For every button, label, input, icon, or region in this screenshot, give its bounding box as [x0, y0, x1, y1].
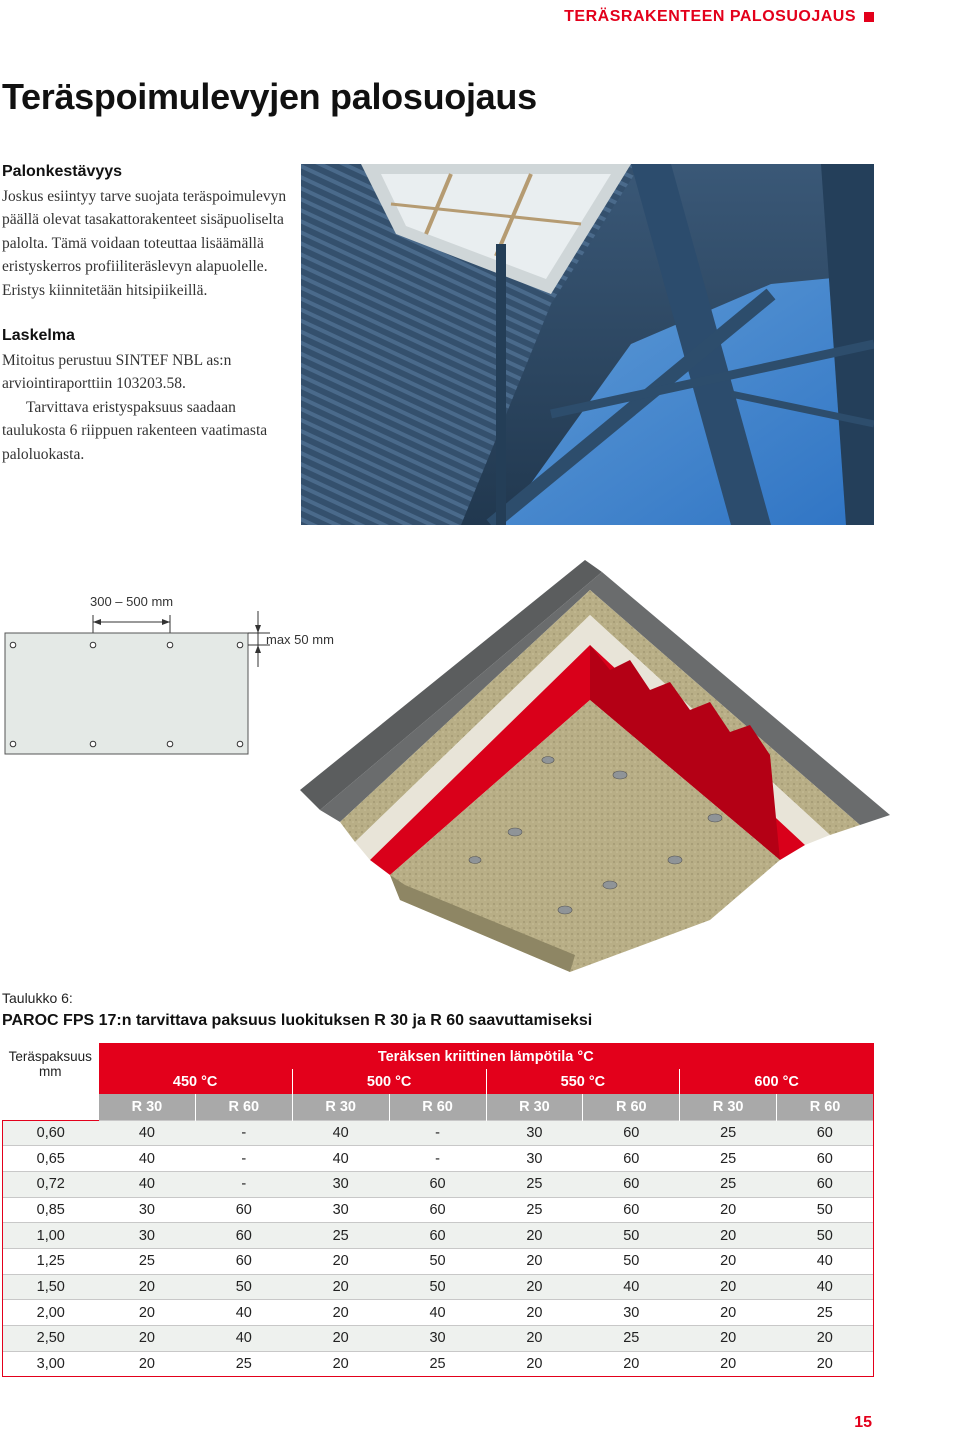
thickness-value-cell: 20 — [292, 1249, 389, 1275]
table-row — [3, 1300, 874, 1326]
thickness-value-cell: 40 — [292, 1120, 389, 1146]
thickness-value-cell: 40 — [777, 1274, 874, 1300]
spacing-label: 300 – 500 mm — [90, 594, 174, 609]
paragraph-laskelma-1: Mitoitus perustuu SINTEF NBL as:n arviointiraporttiin 103203.58. — [2, 351, 232, 392]
thickness-value-cell: - — [389, 1120, 486, 1146]
rating-header-row — [3, 1094, 874, 1120]
thickness-value-cell: 20 — [680, 1223, 777, 1249]
thickness-value-cell: 20 — [777, 1351, 874, 1377]
rating-header: R 60 — [389, 1094, 486, 1120]
page-number: 15 — [854, 1414, 872, 1431]
table-row — [3, 1120, 874, 1146]
table-row — [3, 1197, 874, 1223]
thickness-value-cell: 40 — [99, 1146, 196, 1172]
thickness-value-cell: - — [195, 1120, 292, 1146]
table-row — [3, 1223, 874, 1249]
thickness-value-cell: 25 — [389, 1351, 486, 1377]
thickness-value-cell: 20 — [680, 1249, 777, 1275]
steel-thickness-cell: 1,50 — [3, 1274, 99, 1300]
thickness-value-cell: 20 — [99, 1351, 196, 1377]
steel-thickness-cell: 1,00 — [3, 1223, 99, 1249]
thickness-value-cell: 20 — [292, 1351, 389, 1377]
table-row — [3, 1351, 874, 1377]
thickness-value-cell: 20 — [680, 1197, 777, 1223]
rating-header: R 30 — [486, 1094, 583, 1120]
thickness-value-cell: 50 — [777, 1223, 874, 1249]
temperature-header: 600 °C — [680, 1069, 874, 1095]
steel-thickness-cell: 3,00 — [3, 1351, 99, 1377]
thickness-value-cell: 30 — [486, 1120, 583, 1146]
thickness-value-cell: 20 — [486, 1326, 583, 1352]
thickness-value-cell: 20 — [292, 1300, 389, 1326]
thickness-value-cell: 20 — [486, 1274, 583, 1300]
temperature-header: 500 °C — [292, 1069, 486, 1095]
thickness-value-cell: 60 — [195, 1223, 292, 1249]
thickness-value-cell: - — [195, 1146, 292, 1172]
thickness-value-cell: 25 — [486, 1171, 583, 1197]
rating-header: R 60 — [195, 1094, 292, 1120]
thickness-value-cell: 20 — [680, 1274, 777, 1300]
table-row — [3, 1171, 874, 1197]
thickness-value-cell: 50 — [583, 1249, 680, 1275]
paragraph-laskelma-2: Tarvittava eristyspaksuus saadaan taulukosta 6 riippuen rakenteen vaatimasta paloluokasta. — [2, 398, 268, 463]
thickness-value-cell: - — [195, 1171, 292, 1197]
thickness-value-cell: 30 — [486, 1146, 583, 1172]
heading-palonkestavyys: Palonkestävyys — [2, 163, 123, 180]
thickness-value-cell: 20 — [680, 1300, 777, 1326]
steel-thickness-cell: 0,85 — [3, 1197, 99, 1223]
table-row — [3, 1249, 874, 1275]
thickness-value-cell: 30 — [99, 1223, 196, 1249]
thickness-value-cell: 40 — [292, 1146, 389, 1172]
thickness-value-cell: 60 — [583, 1120, 680, 1146]
thickness-value-cell: 30 — [99, 1197, 196, 1223]
section-header — [564, 8, 874, 26]
thickness-value-cell: 60 — [777, 1171, 874, 1197]
thickness-value-cell: 20 — [486, 1223, 583, 1249]
thickness-value-cell: 50 — [583, 1223, 680, 1249]
thickness-value-cell: 25 — [680, 1171, 777, 1197]
table-row — [3, 1274, 874, 1300]
rating-header: R 60 — [777, 1094, 874, 1120]
thickness-value-cell: 20 — [99, 1274, 196, 1300]
page-title: Teräspoimulevyjen palosuojaus — [2, 76, 537, 117]
thickness-value-cell: 20 — [680, 1351, 777, 1377]
thickness-value-cell: - — [389, 1146, 486, 1172]
thickness-value-cell: 60 — [389, 1171, 486, 1197]
thickness-value-cell: 25 — [680, 1120, 777, 1146]
thickness-value-cell: 20 — [777, 1326, 874, 1352]
thickness-value-cell: 60 — [583, 1197, 680, 1223]
table-row — [3, 1146, 874, 1172]
thickness-value-cell: 60 — [777, 1120, 874, 1146]
thickness-value-cell: 25 — [195, 1351, 292, 1377]
thickness-value-cell: 20 — [99, 1300, 196, 1326]
red-square-icon — [864, 12, 874, 22]
thickness-value-cell: 40 — [583, 1274, 680, 1300]
steel-thickness-cell: 0,72 — [3, 1171, 99, 1197]
temperature-header-row — [3, 1069, 874, 1095]
thickness-value-cell: 30 — [583, 1300, 680, 1326]
thickness-value-cell: 60 — [777, 1146, 874, 1172]
thickness-value-cell: 50 — [389, 1249, 486, 1275]
thickness-value-cell: 25 — [292, 1223, 389, 1249]
thickness-value-cell: 30 — [292, 1197, 389, 1223]
thickness-value-cell: 25 — [99, 1249, 196, 1275]
thickness-value-cell: 60 — [389, 1223, 486, 1249]
steel-thickness-cell: 0,60 — [3, 1120, 99, 1146]
thickness-value-cell: 50 — [777, 1197, 874, 1223]
thickness-value-cell: 40 — [195, 1326, 292, 1352]
thickness-value-cell: 60 — [583, 1146, 680, 1172]
roof-layers-illustration — [300, 560, 900, 980]
temperature-header: 550 °C — [486, 1069, 680, 1095]
thickness-value-cell: 30 — [292, 1171, 389, 1197]
thickness-value-cell: 20 — [583, 1351, 680, 1377]
rating-header: R 30 — [99, 1094, 196, 1120]
thickness-value-cell: 50 — [195, 1274, 292, 1300]
thickness-value-cell: 25 — [680, 1146, 777, 1172]
edge-label: max 50 mm — [266, 632, 334, 647]
thickness-value-cell: 30 — [389, 1326, 486, 1352]
column-header-critical-temperature: Teräksen kriittinen lämpötila °C — [99, 1043, 874, 1069]
thickness-value-cell: 40 — [777, 1249, 874, 1275]
thickness-value-cell: 25 — [777, 1300, 874, 1326]
thickness-value-cell: 60 — [583, 1171, 680, 1197]
thickness-value-cell: 20 — [292, 1326, 389, 1352]
section-header-label: TERÄSRAKENTEEN PALOSUOJAUS — [564, 8, 856, 25]
temperature-header: 450 °C — [99, 1069, 293, 1095]
steel-thickness-cell: 2,50 — [3, 1326, 99, 1352]
table-caption: Taulukko 6: — [2, 990, 73, 1006]
rating-header: R 60 — [583, 1094, 680, 1120]
thickness-value-cell: 40 — [99, 1120, 196, 1146]
table-row — [3, 1326, 874, 1352]
thickness-value-cell: 20 — [486, 1300, 583, 1326]
insulation-thickness-table — [2, 1043, 874, 1377]
thickness-value-cell: 25 — [583, 1326, 680, 1352]
steel-thickness-cell: 2,00 — [3, 1300, 99, 1326]
thickness-value-cell: 60 — [389, 1197, 486, 1223]
thickness-value-cell: 20 — [680, 1326, 777, 1352]
table-body — [3, 1120, 874, 1377]
thickness-value-cell: 20 — [292, 1274, 389, 1300]
rating-header: R 30 — [680, 1094, 777, 1120]
rating-header: R 30 — [292, 1094, 389, 1120]
thickness-value-cell: 20 — [486, 1351, 583, 1377]
thickness-value-cell: 20 — [99, 1326, 196, 1352]
thickness-value-cell: 20 — [486, 1249, 583, 1275]
thickness-value-cell: 40 — [389, 1300, 486, 1326]
table-title: PAROC FPS 17:n tarvittava paksuus luokituksen R 30 ja R 60 saavuttamiseksi — [2, 1012, 593, 1029]
roof-interior-photo — [301, 164, 874, 525]
thickness-value-cell: 60 — [195, 1197, 292, 1223]
heading-laskelma: Laskelma — [2, 327, 75, 344]
steel-thickness-cell: 0,65 — [3, 1146, 99, 1172]
thickness-value-cell: 40 — [195, 1300, 292, 1326]
steel-thickness-cell: 1,25 — [3, 1249, 99, 1275]
thickness-value-cell: 60 — [195, 1249, 292, 1275]
thickness-value-cell: 50 — [389, 1274, 486, 1300]
thickness-value-cell: 25 — [486, 1197, 583, 1223]
paragraph-palonkestavyys: Joskus esiintyy tarve suojata teräspoimulevyn päällä olevat tasakattorakenteet sisäpuoliselta palolta. Tämä voidaan toteuttaa lisäämällä eristyskerros profiiliteräslevyn alapuolelle. Eristys kiinnitetään hitsipiikeillä. — [2, 187, 287, 299]
intro-text — [2, 160, 287, 466]
column-header-steel-thickness: Teräspaksuus mm — [3, 1043, 99, 1120]
thickness-value-cell: 40 — [99, 1171, 196, 1197]
